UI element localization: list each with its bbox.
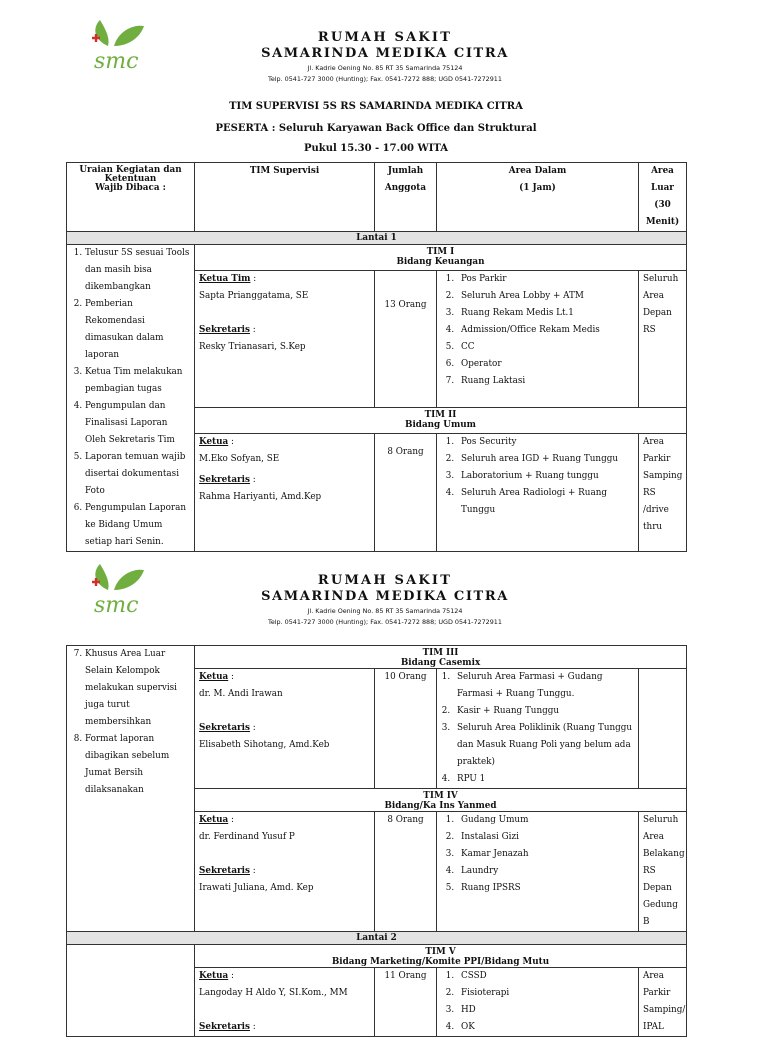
floor-row — [67, 932, 687, 945]
area-luar-line: /drive thru — [643, 505, 669, 533]
tim-4-bidang: Bidang/Ka Ins Yanmed — [384, 801, 497, 811]
tim-2-sekretaris: Rahma Hariyanti, Amd.Kep — [199, 492, 322, 503]
tim-3-sekretaris: Elisabeth Sihotang, Amd.Keb — [199, 740, 330, 750]
area-item: 3. Seluruh Area Poliklinik (Ruang Tunggu dan Masuk Ruang Poli yang belum ada praktek) — [453, 720, 634, 771]
hospital-logo — [88, 560, 148, 616]
schedule-table-1 — [66, 162, 687, 552]
hospital-type: RUMAH SAKIT — [317, 30, 453, 45]
svg-text:smc: smc — [94, 49, 139, 72]
doc-title: TIM SUPERVISI 5S RS SAMARINDA MEDIKA CITRA — [229, 101, 523, 112]
tim-1-bidang: Bidang Keuangan — [396, 257, 485, 267]
area-luar-line: Seluruh Area — [643, 815, 679, 842]
hospital-name: SAMARINDA MEDIKA CITRA — [261, 46, 509, 61]
floor-label: Lantai 1 — [67, 232, 687, 245]
hospital-address: Jl. Kadrie Oening No. 85 RT 35 Samarinda 75124 — [307, 64, 463, 72]
area-luar-line: B — [643, 917, 650, 927]
hospital-phones: Telp. 0541-727 3000 (Hunting); Fax. 0541-7272 888; UGD 0541-7272911 — [268, 618, 502, 626]
area-item: 3. Ruang Rekam Medis Lt.1 — [457, 305, 634, 322]
rule-item: 7. Khusus Area Luar Selain Kelompok melakukan supervisi juga turut membersihkan — [85, 646, 190, 731]
column-header-row — [67, 163, 687, 232]
rule-item: 6. Pengumpulan Laporan ke Bidang Umum setiap hari Senin. — [85, 500, 190, 551]
tim-4-jumlah: 8 Orang — [375, 812, 437, 932]
letterhead — [190, 573, 580, 626]
rule-item: 2. Pemberian Rekomendasi dimasukan dalam laporan — [85, 296, 190, 364]
tim-5-ketua: Langoday H Aldo Y, SI.Kom., MM — [199, 988, 348, 998]
hospital-phones: Telp. 0541-727 3000 (Hunting); Fax. 0541-7272 888; UGD 0541-7272911 — [268, 75, 502, 83]
col-uraian: Uraian Kegiatan dan Ketentuan Wajib Dibaca : — [67, 163, 195, 232]
hospital-address: Jl. Kadrie Oening No. 85 RT 35 Samarinda 75124 — [307, 607, 463, 615]
tim-4-name: TIM IV — [423, 791, 458, 801]
tim-2-luar — [639, 434, 687, 552]
tim-1-ketua: Sapta Prianggatama, SE — [199, 291, 309, 302]
area-item: 4. Seluruh Area Radiologi + Ruang Tunggu — [457, 485, 634, 519]
area-item: 3. HD — [457, 1002, 634, 1019]
area-item: 1. Pos Security — [457, 434, 634, 451]
area-item: 5. CC — [457, 339, 634, 356]
hospital-type: RUMAH SAKIT — [317, 573, 453, 588]
area-item: 1. Seluruh Area Farmasi + Gudang Farmasi + Ruang Tunggu. — [453, 669, 634, 703]
area-item: 2. Seluruh area IGD + Ruang Tunggu — [457, 451, 634, 468]
tim-2-bidang: Bidang Umum — [405, 420, 476, 431]
area-item: 2. Seluruh Area Lobby + ATM — [457, 288, 634, 305]
area-item: 4. Admission/Office Rekam Medis — [457, 322, 634, 339]
area-item: 4. OK — [457, 1019, 634, 1036]
tim-3-areas — [437, 669, 639, 789]
col-tim: TIM Supervisi — [195, 163, 375, 232]
tim-2-name: TIM II — [424, 410, 457, 421]
area-item: 6. Operator — [457, 356, 634, 373]
tim-4-luar — [639, 812, 687, 932]
tim-1-sekretaris: Resky Trianasari, S.Kep — [199, 342, 306, 353]
area-item: 7. Ruang Laktasi — [457, 373, 634, 390]
tim-4-sekretaris: Irawati Juliana, Amd. Kep — [199, 883, 314, 893]
col-jumlah: Jumlah Anggota — [375, 163, 437, 232]
area-item: 1. Gudang Umum — [457, 812, 634, 829]
rules-list — [71, 245, 190, 551]
tim-2-members: Ketua : M.Eko Sofyan, SE Sekretaris : Rahma Hariyanti, Amd.Kep — [195, 434, 375, 552]
area-item: 5. Ruang IPSRS — [457, 880, 634, 897]
area-item: 3. Kamar Jenazah — [457, 846, 634, 863]
tim-2-areas — [437, 434, 639, 552]
tim-5-name: TIM V — [425, 947, 456, 957]
tim-5-bidang: Bidang Marketing/Komite PPI/Bidang Mutu — [331, 957, 550, 967]
tim-2-jumlah: 8 Orang — [375, 434, 437, 552]
doc-time: Pukul 15.30 - 17.00 WITA — [303, 143, 449, 154]
rule-item: 1. Telusur 5S sesuai Tools dan masih bisa dikembangkan — [85, 245, 190, 296]
doc-participants: PESERTA : Seluruh Karyawan Back Office dan Struktural — [215, 123, 537, 134]
tim-4-header — [195, 789, 687, 812]
tim-3-ketua: dr. M. Andi Irawan — [199, 689, 283, 699]
rules-cell-empty — [67, 945, 195, 1037]
schedule-table-2 — [66, 645, 687, 1037]
tim-1-members: Ketua Tim : Sapta Prianggatama, SE Sekretaris : Resky Trianasari, S.Kep — [195, 271, 375, 408]
tim-3-name: TIM III — [422, 648, 459, 658]
tim-3-luar — [639, 669, 687, 789]
rule-item: 5. Laporan temuan wajib disertai dokumentasi Foto — [85, 449, 190, 500]
area-luar-line: Samping RS — [643, 471, 683, 499]
svg-text:smc: smc — [94, 593, 139, 616]
col-area-dalam: Area Dalam (1 Jam) — [437, 163, 639, 232]
rule-item: 4. Pengumpulan dan Finalisasi Laporan Oleh Sekretaris Tim — [85, 398, 190, 449]
area-item: 2. Instalasi Gizi — [457, 829, 634, 846]
area-luar-line: Seluruh Area — [643, 274, 679, 302]
tim-5-members: Ketua : Langoday H Aldo Y, SI.Kom., MM Sekretaris : — [195, 968, 375, 1037]
floor-row — [67, 232, 687, 245]
rules-cell — [67, 245, 195, 552]
rules-cell — [67, 646, 195, 932]
tim-5-header — [195, 945, 687, 968]
tim-header-row — [67, 945, 687, 968]
tim-header-row — [67, 646, 687, 669]
area-item: 2. Kasir + Ruang Tunggu — [453, 703, 634, 720]
tim-2-ketua: M.Eko Sofyan, SE — [199, 454, 280, 465]
tim-5-areas — [437, 968, 639, 1037]
tim-1-areas — [437, 271, 639, 408]
rules-list — [71, 646, 190, 799]
area-item: 2. Fisioterapi — [457, 985, 634, 1002]
tim-1-name: TIM I — [426, 247, 455, 257]
tim-5-luar — [639, 968, 687, 1037]
area-luar-line: Area Parkir — [643, 971, 671, 998]
area-item: 1. CSSD — [457, 968, 634, 985]
tim-1-luar — [639, 271, 687, 408]
tim-1-header — [195, 245, 687, 271]
rule-item: 8. Format laporan dibagikan sebelum Jumat Bersih dilaksanakan — [85, 731, 190, 799]
tim-3-members: Ketua : dr. M. Andi Irawan Sekretaris : Elisabeth Sihotang, Amd.Keb — [195, 669, 375, 789]
area-item: 4. Laundry — [457, 863, 634, 880]
area-luar-line: Depan Gedung — [643, 883, 678, 910]
area-item: 3. Laboratorium + Ruang tunggu — [457, 468, 634, 485]
area-item: 1. Pos Parkir — [457, 271, 634, 288]
tim-4-areas — [437, 812, 639, 932]
area-luar-line: Samping/ IPAL — [643, 1005, 686, 1032]
tim-4-ketua: dr. Ferdinand Yusuf P — [199, 832, 295, 842]
area-luar-line: Depan RS — [643, 308, 672, 336]
area-luar-line: Belakang RS — [643, 849, 685, 876]
rule-item: 3. Ketua Tim melakukan pembagian tugas — [85, 364, 190, 398]
hospital-name: SAMARINDA MEDIKA CITRA — [261, 589, 509, 604]
tim-2-header — [195, 408, 687, 434]
area-luar-line: Area Parkir — [643, 437, 671, 465]
tim-5-jumlah: 11 Orang — [375, 968, 437, 1037]
area-item: 4. RPU 1 — [453, 771, 634, 788]
tim-3-bidang: Bidang Casemix — [400, 658, 481, 668]
letterhead — [190, 30, 580, 83]
tim-4-members: Ketua : dr. Ferdinand Yusuf P Sekretaris : Irawati Juliana, Amd. Kep — [195, 812, 375, 932]
tim-1-jumlah: 13 Orang — [375, 271, 437, 408]
floor-label: Lantai 2 — [67, 932, 687, 945]
col-area-luar: Area Luar (30 Menit) — [639, 163, 687, 232]
tim-3-header — [195, 646, 687, 669]
hospital-logo — [88, 16, 148, 72]
tim-3-jumlah: 10 Orang — [375, 669, 437, 789]
tim-header-row — [67, 245, 687, 271]
